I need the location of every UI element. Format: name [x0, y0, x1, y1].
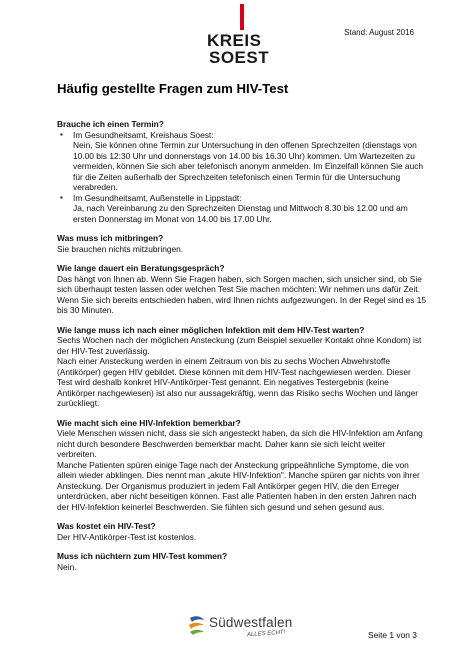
faq-answer: Das hängt von Ihnen ab. Wenn Sie Fragen haben, sich Sorgen machen, sich unsicher sind, ob Sie sich überhaupt testen lassen oder welchen Test Sie machen möchten: Wir nehmen uns dafür Zeit. Wenn Sie sich bereits entschieden haben, wird Ihnen nichts aufgezwungen. In der Regel sind es 15 bis 30 Minuten.	[57, 273, 427, 315]
faq-content	[57, 119, 427, 581]
faq-question: Wie lange muss ich nach einer möglichen Infektion mit dem HIV-Test warten?	[57, 324, 365, 335]
suedwestfalen-logo	[187, 612, 297, 642]
date-stamp: Stand: August 2016	[344, 28, 414, 37]
bullet-item	[57, 193, 427, 225]
faq-section-beratung	[57, 263, 427, 316]
bullet-item	[57, 130, 427, 193]
faq-section-warten	[57, 325, 427, 409]
faq-answer: Sechs Wochen nach der möglichen Ansteckung (zum Beispiel sexueller Kontakt ohne Kondom) ist der HIV-Test zuverlässig.	[57, 335, 422, 356]
faq-answer: Sie brauchen nichts mitzubringen.	[57, 243, 184, 254]
bullet-icon: ▪	[60, 129, 63, 139]
logo-text-soest: SOEST	[209, 48, 270, 67]
faq-section-termin	[57, 119, 427, 224]
bullet-icon: ▪	[60, 192, 63, 202]
faq-section-bemerkbar	[57, 418, 427, 513]
bullet-text: Nein, Sie können ohne Termin zur Untersuchung in den offenen Sprechzeiten (dienstags von 10.00 bis 12:30 Uhr und donnerstags von 14.00 bis 16.30 Uhr) kommen. Um Wartezeiten zu vermeiden, können Sie sich aber telefonisch anonym anmelden. Im Einzelfall können Sie auch für die Zeiten außerhalb der Sprechzeiten telefonisch einen Termin für die Untersuchung verabreden.	[73, 140, 424, 192]
faq-answer: Nein.	[57, 561, 77, 572]
page-title: Häufig gestellte Fragen zum HIV-Test	[57, 81, 289, 96]
faq-section-nuechtern	[57, 551, 427, 572]
suedwestfalen-mark-icon	[187, 614, 207, 636]
faq-answer: Manche Patienten spüren einige Tage nach der Ansteckung grippeähnliche Symptome, die von allein wieder abklingen. Dies nennt man „akute HIV-Infektion". Manche spüren gar nichts von ihrer Ansteckung. Der Organismus produziert in jedem Fall Antikörper gegen HIV, die den Erreger unterdrücken, aber nicht beseitigen können. Fast alle Patienten haben in den ersten Jahren nach der HIV-Infektion keinerlei Beschwerden. Sie fühlen sich gesund und sehen gesund aus.	[57, 459, 420, 512]
faq-answer: Der HIV-Antikörper-Test ist kostenlos.	[57, 531, 197, 542]
faq-question: Was muss ich mitbringen?	[57, 233, 164, 243]
faq-question: Brauche ich einen Termin?	[57, 119, 164, 129]
bullet-text: Ja, nach Vereinbarung zu den Sprechzeiten Dienstag und Mittwoch 8.30 bis 12.00 und am ersten Donnerstag im Monat von 14.00 bis 17.00 Uhr.	[73, 203, 408, 224]
faq-question: Wie lange dauert ein Beratungsgespräch?	[57, 263, 225, 273]
kreis-soest-logo	[204, 4, 284, 70]
logo-red-bar	[240, 4, 244, 30]
faq-answer: Nach einer Ansteckung werden in einem Zeitraum von bis zu sechs Wochen Abwehrstoffe (Antikörper) gegen HIV gebildet. Diese können mit dem HIV-Test nachgewiesen werden. Dieser Test wird deshalb konkret HIV-Antikörper-Test genannt. Ein negatives Testergebnis (keine Antikörper nachgewiesen) ist also nur aussagekräftig, wenn das Risiko sechs Wochen und länger zurückliegt.	[57, 356, 419, 408]
faq-question: Muss ich nüchtern zum HIV-Test kommen?	[57, 551, 228, 561]
faq-section-mitbringen	[57, 233, 427, 254]
bullet-heading: Im Gesundheitsamt, Kreishaus Soest:	[73, 129, 214, 140]
suedwestfalen-wordmark: Südwestfalen	[209, 615, 293, 630]
logo-text-kreis: KREIS	[207, 31, 262, 50]
faq-question: Was kostet ein HIV-Test?	[57, 521, 156, 531]
faq-question: Wie macht sich eine HIV-Infektion bemerkbar?	[57, 417, 241, 428]
suedwestfalen-slogan: ALLES ECHT!	[246, 629, 286, 639]
bullet-heading: Im Gesundheitsamt, Außenstelle in Lippstadt:	[73, 192, 242, 203]
faq-section-kosten	[57, 521, 427, 542]
faq-answer: Viele Menschen wissen nicht, dass sie sich angesteckt haben, da sich die HIV-Infektion am Anfang nicht durch besondere Beschwerden bemerkbar macht. Daher kann sie sich leicht weiter verbreiten.	[57, 428, 423, 459]
page-number: Seite 1 von 3	[368, 630, 417, 640]
